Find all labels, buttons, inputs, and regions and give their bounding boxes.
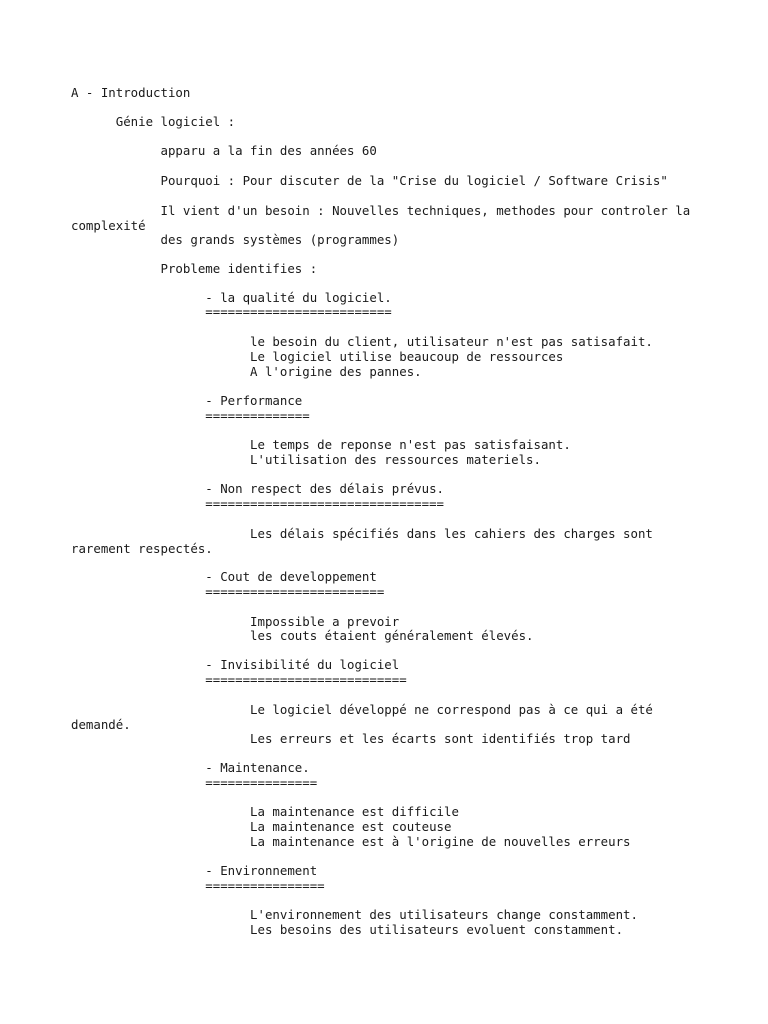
text-line: des grands systèmes (programmes)	[71, 232, 400, 247]
text-line: Les erreurs et les écarts sont identifiés trop tard	[71, 731, 631, 746]
text-line: rarement respectés.	[71, 541, 213, 556]
text-line: Le logiciel développé ne correspond pas à ce qui a été	[71, 702, 653, 717]
subsection-heading: Génie logiciel :	[71, 114, 236, 129]
item-heading: - Invisibilité du logiciel	[71, 657, 400, 672]
text-line: Le temps de reponse n'est pas satisfaisant.	[71, 437, 571, 452]
item-heading: - Performance	[71, 393, 303, 408]
section-heading: A - Introduction	[71, 85, 191, 100]
text-line: L'environnement des utilisateurs change constamment.	[71, 907, 638, 922]
text-line: complexité	[71, 218, 146, 233]
text-line: L'utilisation des ressources materiels.	[71, 452, 541, 467]
text-line: La maintenance est couteuse	[71, 819, 452, 834]
underline-rule: ===========================	[71, 672, 407, 687]
item-heading: - Cout de developpement	[71, 569, 377, 584]
text-line: Pourquoi : Pour discuter de la "Crise du logiciel / Software Crisis"	[71, 173, 668, 188]
text-line: Impossible a prevoir	[71, 614, 400, 629]
underline-rule: ================	[71, 878, 325, 893]
item-heading: - Non respect des délais prévus.	[71, 481, 444, 496]
text-line: Le logiciel utilise beaucoup de ressources	[71, 349, 564, 364]
underline-rule: ===============	[71, 775, 318, 790]
text-line: Les besoins des utilisateurs evoluent constamment.	[71, 922, 624, 937]
text-line: La maintenance est difficile	[71, 804, 459, 819]
item-heading: - la qualité du logiciel.	[71, 290, 392, 305]
underline-rule: =========================	[71, 304, 392, 319]
item-heading: - Environnement	[71, 863, 318, 878]
item-heading: - Maintenance.	[71, 760, 310, 775]
underline-rule: ==============	[71, 408, 310, 423]
text-line: Les délais spécifiés dans les cahiers des charges sont	[71, 526, 653, 541]
text-line: La maintenance est à l'origine de nouvelles erreurs	[71, 834, 631, 849]
text-line: demandé.	[71, 717, 131, 732]
text-line: Il vient d'un besoin : Nouvelles techniques, methodes pour controler la	[71, 203, 691, 218]
text-line: A l'origine des pannes.	[71, 364, 422, 379]
text-line: apparu a la fin des années 60	[71, 143, 377, 158]
text-line: Probleme identifies :	[71, 261, 318, 276]
text-line: les couts étaient généralement élevés.	[71, 628, 534, 643]
text-line: le besoin du client, utilisateur n'est pas satisafait.	[71, 334, 653, 349]
underline-rule: ================================	[71, 496, 444, 511]
underline-rule: ========================	[71, 584, 385, 599]
